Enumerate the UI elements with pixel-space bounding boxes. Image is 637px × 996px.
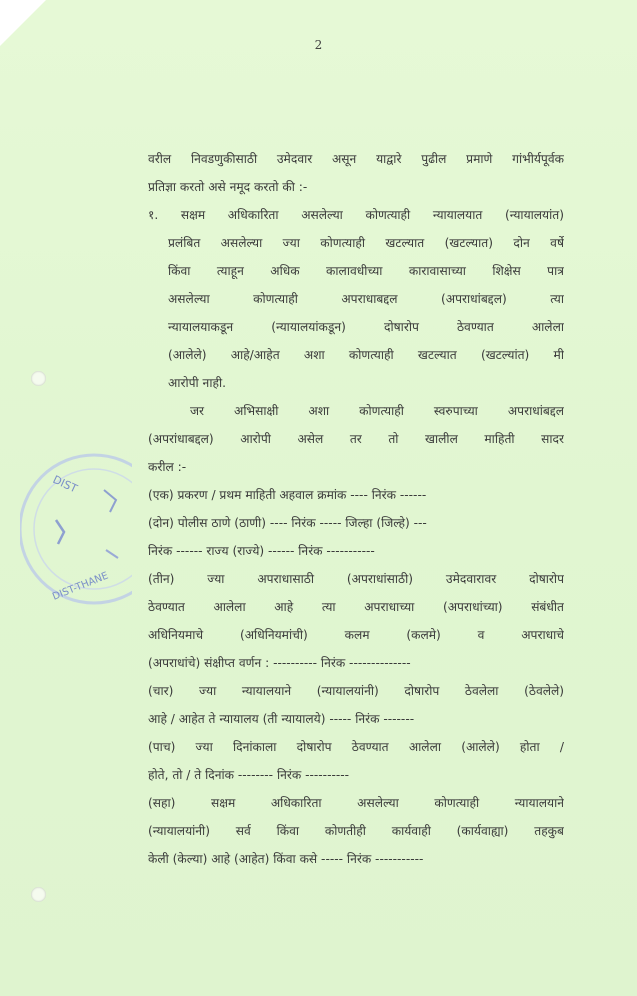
item1-line: न्यायालयाकडून (न्यायालयांकडून) दोषारोप ठेवण्यात आलेला [168,320,564,334]
item1-line: किंवा त्याहून अधिक कालावधीच्या कारावासाच्या शिक्षेस पात्र [168,264,564,278]
item1-line: १. सक्षम अधिकारिता असलेल्या कोणत्याही न्यायालयात (न्यायालयांत) [148,208,564,222]
detail-line: (दोन) पोलीस ठाणे (ठाणी) ---- निरंक ----- जिल्हा (जिल्हे) --- [148,516,427,530]
stamp-text-top: DIST [50,472,80,496]
item1-line: आरोपी नाही. [168,376,226,390]
punch-hole [31,371,46,386]
detail-line: ठेवण्यात आलेला आहे त्या अपराधाच्या (अपराधांच्या) संबंधीत [148,600,564,614]
note-line: (अपरांधाबद्दल) आरोपी असेल तर तो खालील माहिती सादर [148,432,564,446]
detail-line: (तीन) ज्या अपराधासाठी (अपराधांसाठी) उमेदवारावर दोषारोप [148,572,564,586]
item1-line: प्रलंबित असलेल्या ज्या कोणत्याही खटल्यात (खटल्यात) दोन वर्षे [168,236,564,250]
intro-line: वरील निवडणुकीसाठी उमेदवार असून याद्वारे पुढील प्रमाणे गांभीर्यपूर्वक [148,152,564,166]
stamp-text-bottom: DIST-THANE [51,570,110,603]
detail-line: केली (केल्या) आहे (आहेत) किंवा कसे ----- निरंक ----------- [148,852,424,866]
note-line: करील :- [148,460,187,474]
intro-line: प्रतिज्ञा करतो असे नमूद करतो की :- [148,180,308,194]
item1-line: असलेल्या कोणत्याही अपराधाबद्दल (अपराधांबद्दल) त्या [168,292,564,306]
detail-line: (एक) प्रकरण / प्रथम माहिती अहवाल क्रमांक ---- निरंक ------ [148,488,427,502]
detail-line: (पाच) ज्या दिनांकाला दोषारोप ठेवण्यात आलेला (आलेले) होता / [148,740,564,754]
detail-line: (अपराधांचे) संक्षीप्त वर्णन : ---------- निरंक -------------- [148,656,411,670]
note-line: जर अभिसाक्षी अशा कोणत्याही स्वरुपाच्या अपराधांबद्दल [190,404,564,418]
detail-line: अधिनियमाचे (अधिनियमांची) कलम (कलमे) व अपराधाचे [148,628,564,642]
detail-line: निरंक ------ राज्य (राज्ये) ------ निरंक ----------- [148,544,375,558]
detail-line: (चार) ज्या न्यायालयाने (न्यायालयांनी) दोषारोप ठेवलेला (ठेवलेले) [148,684,564,698]
detail-line: (न्यायालयांनी) सर्व किंवा कोणतीही कार्यवाही (कार्यवाह्या) तहकुब [148,824,564,838]
detail-line: (सहा) सक्षम अधिकारिता असलेल्या कोणत्याही न्यायालयाने [148,796,564,810]
detail-line: आहे / आहेत ते न्यायालय (ती न्यायालये) ----- निरंक ------- [148,712,415,726]
punch-hole [31,887,46,902]
item1-line: (आलेले) आहे/आहेत अशा कोणत्याही खटल्यात (खटल्यांत) मी [168,348,564,362]
page-number: 2 [314,38,323,52]
office-seal-stamp [20,440,132,618]
detail-line: होते, तो / ते दिनांक -------- निरंक ---------- [148,768,350,782]
